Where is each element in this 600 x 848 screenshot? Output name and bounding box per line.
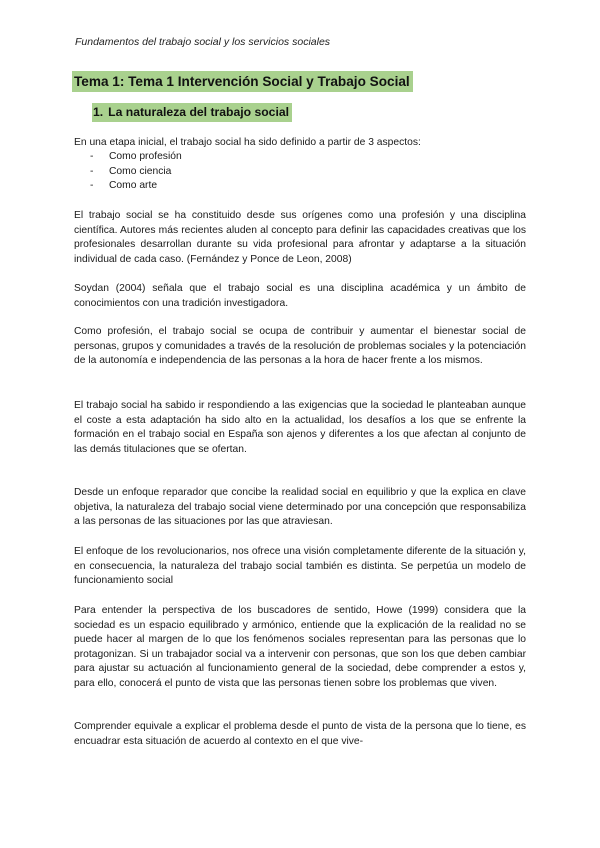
body-paragraph: Comprender equivale a explicar el problema desde el punto de vista de la persona que lo tiene, es encuadrar esta situación de acuerdo al contexto en el que vive- [74, 721, 526, 747]
body-paragraph: El trabajo social ha sabido ir respondiendo a las exigencias que la sociedad le planteaban aunque el coste a esta adaptación ha sido alto en la actualidad, los desafíos a los que se enfrente la formación en el trabajo social en España son ajenos y diferentes a los que afectan al conjunto de las demás titulaciones que se ofertan. [74, 400, 526, 455]
running-header: Fundamentos del trabajo social y los servicios sociales [75, 36, 331, 48]
list-item-label: Como profesión [109, 151, 182, 162]
list-dash: - [90, 151, 94, 162]
aspects-list [90, 150, 182, 194]
body-paragraph: Como profesión, el trabajo social se ocupa de contribuir y aumentar el bienestar social de personas, grupos y comunidades a través de la resolución de problemas sociales y la potenciación de la autonomía e independencia de las personas a la hora de hacer frente a los mismos. [74, 326, 526, 367]
list-item [90, 150, 182, 165]
section-heading [92, 103, 292, 122]
intro-paragraph: En una etapa inicial, el trabajo social ha sido definido a partir de 3 aspectos: [74, 137, 421, 148]
list-dash: - [90, 180, 94, 192]
list-item [90, 165, 182, 180]
list-dash: - [90, 165, 94, 177]
section-number: 1. [93, 105, 104, 119]
list-item [90, 179, 182, 194]
list-item-label: Como arte [109, 180, 158, 192]
body-paragraph: Soydan (2004) señala que el trabajo social es una disciplina académica y un ámbito de conocimientos con una tradición investigadora. [74, 283, 526, 309]
body-paragraph: El enfoque de los revolucionarios, nos ofrece una visión completamente diferente de la situación y, en consecuencia, la naturaleza del trabajo social también es distinta. Se perpetúa un modelo de funcionamiento social [74, 546, 526, 587]
body-paragraph: El trabajo social se ha constituido desde sus orígenes como una profesión y una disciplina científica. Autores más recientes aluden al concepto para definir las capacidades creativas que los profesionales desarrollan durante su vida profesional para afrontar y adaptarse a la situación individual de cada caso. (Fernández y Ponce de Leon, 2008) [74, 210, 526, 265]
section-title: La naturaleza del trabajo social [108, 105, 290, 119]
body-paragraph: Desde un enfoque reparador que concibe la realidad social en equilibrio y que la explica en clave objetiva, la naturaleza del trabajo social viene determinado por una concepción que responsabiliza a las personas de las situaciones por las que atraviesan. [74, 487, 526, 528]
chapter-heading: Tema 1: Tema 1 Intervención Social y Trabajo Social [72, 71, 413, 92]
body-paragraph: Para entender la perspectiva de los buscadores de sentido, Howe (1999) considera que la sociedad es un espacio equilibrado y armónico, entiende que la explicación de la realidad no se puede hacer al margen de lo que los fenómenos sociales representan para las personas que lo protagonizan. Si un trabajador social va a intervenir con personas, que son los que deben cambiar para ajustar su actuación al funcionamiento general de la sociedad, debe comprender a estos y, para ello, conocerá el punto de vista que las personas tienen sobre los problemas que viven. [74, 605, 526, 689]
list-item-label: Como ciencia [109, 165, 172, 177]
